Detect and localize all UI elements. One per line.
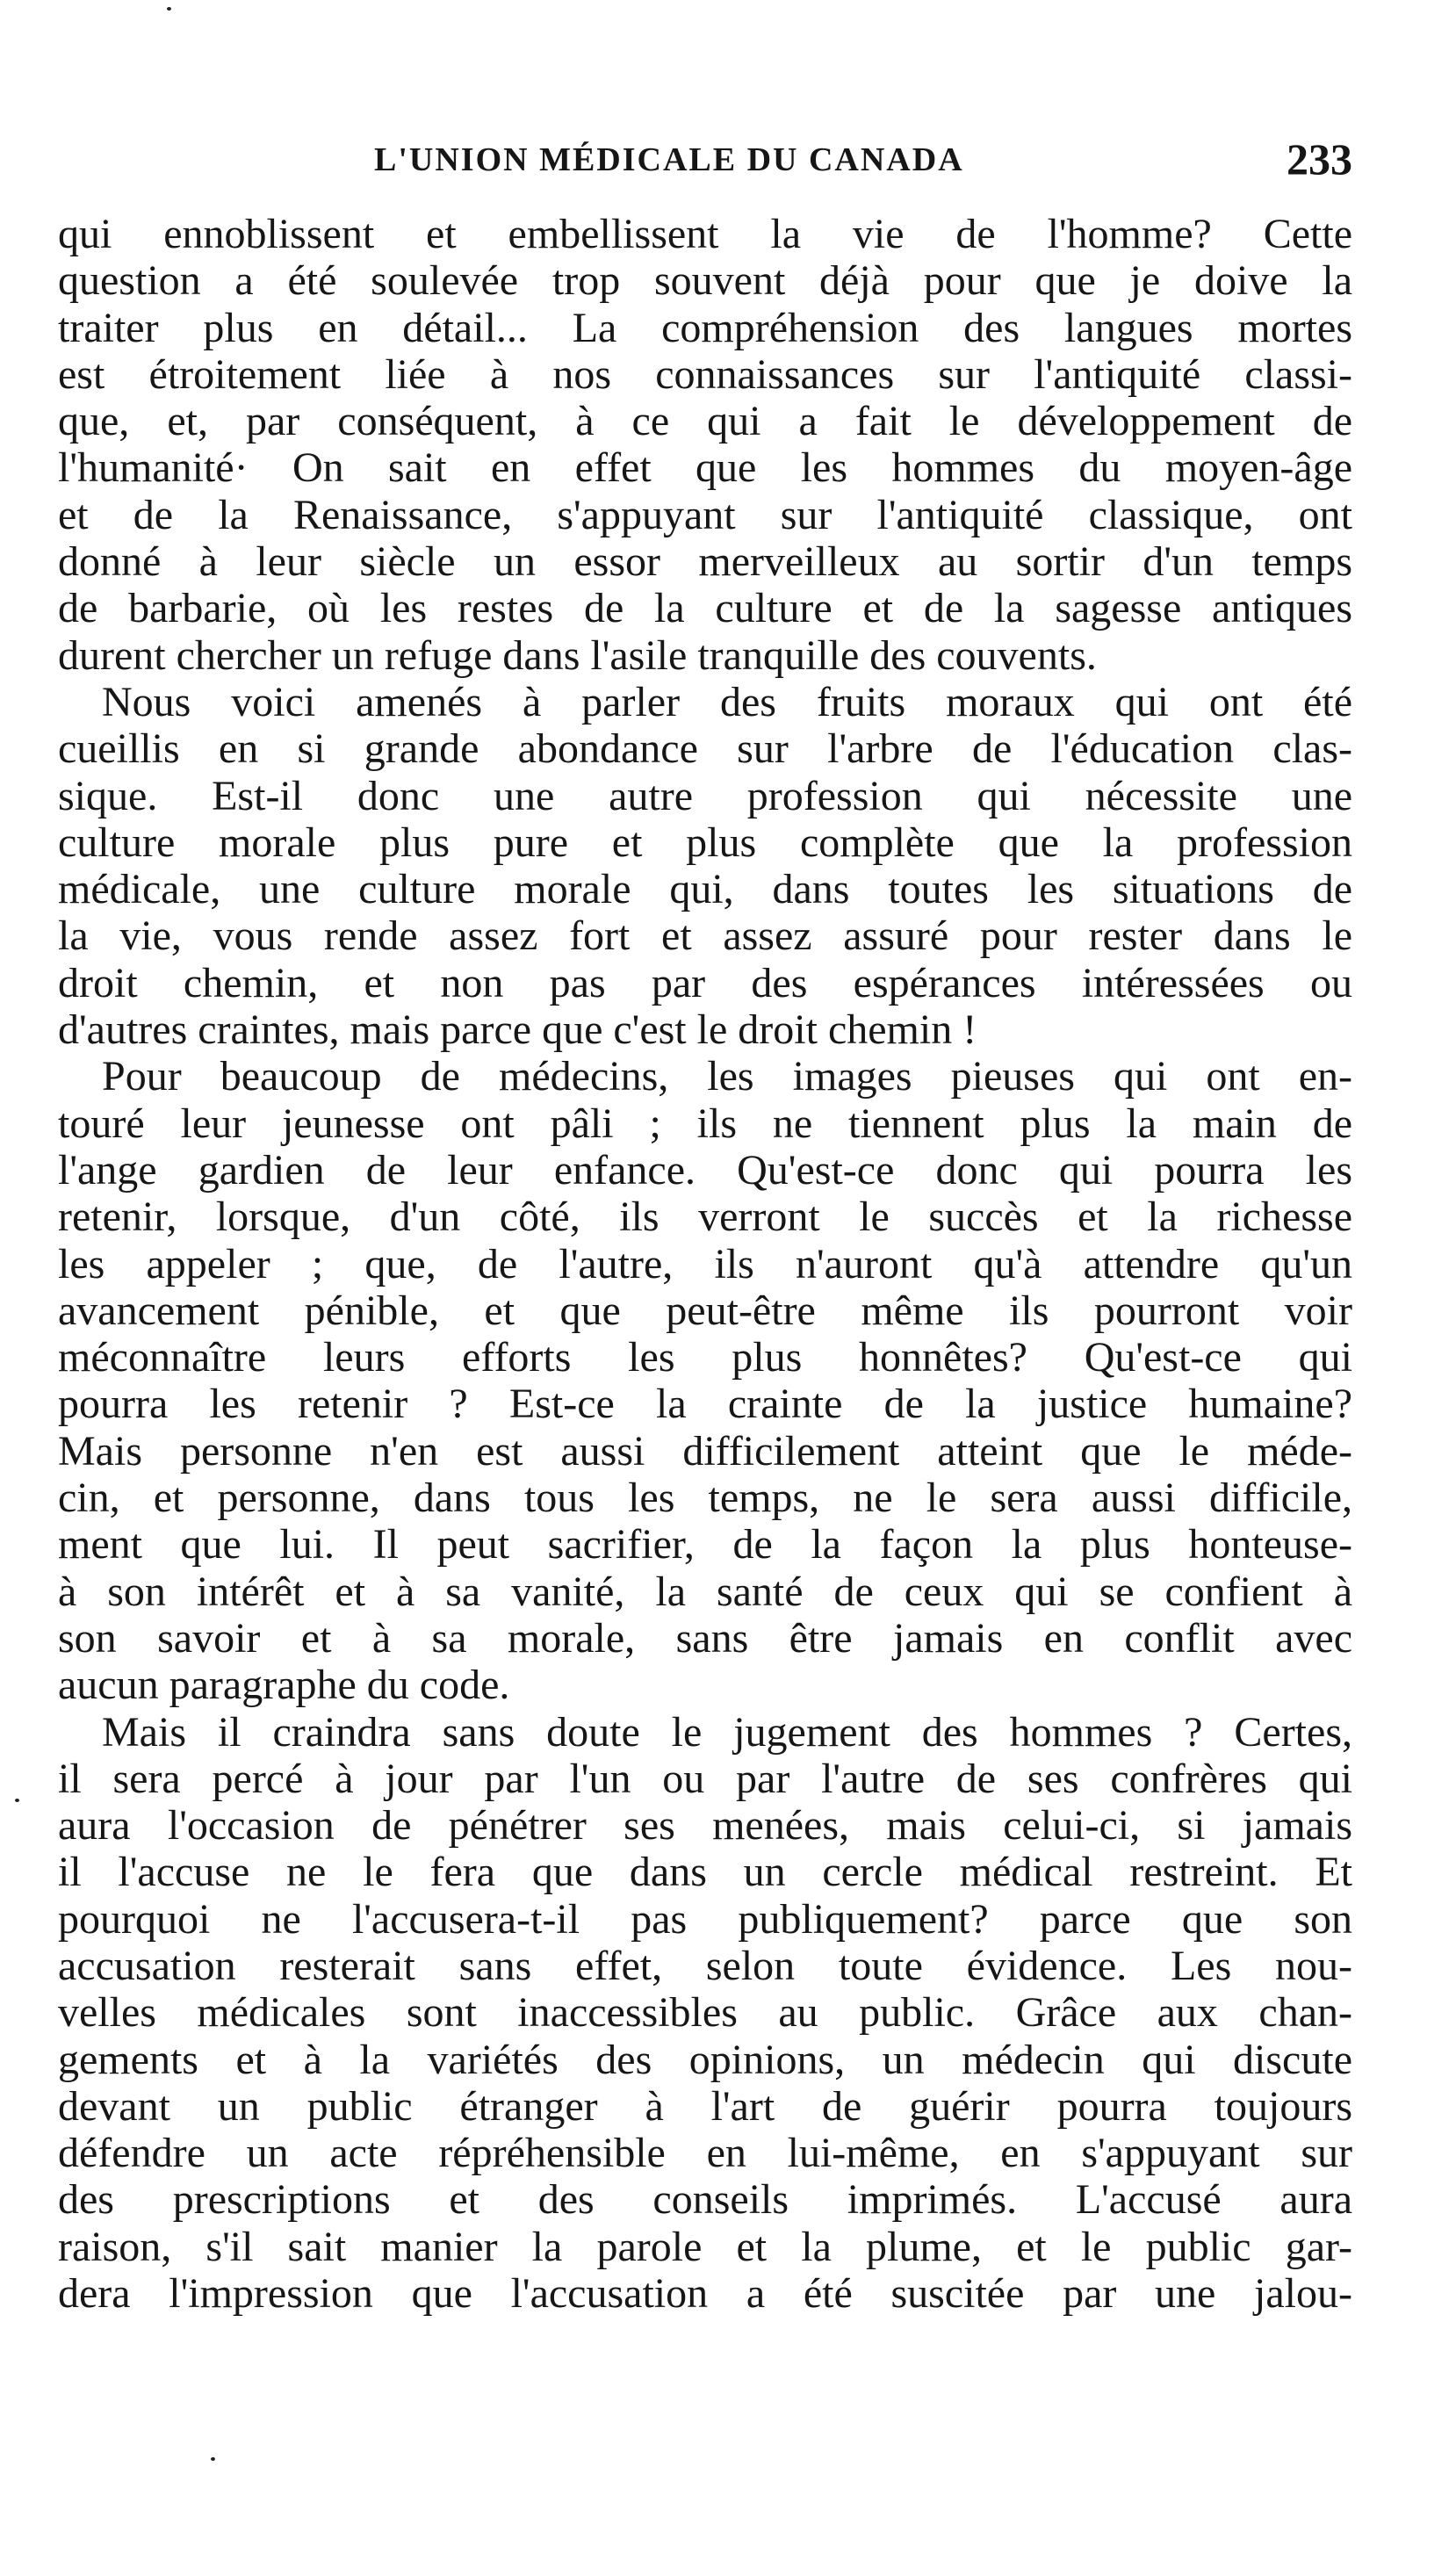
text-line: durent chercher un refuge dans l'asile tranquille des couvents. — [58, 631, 1097, 679]
text-line: donné à leur siècle un essor merveilleux au sortir d'un temps — [58, 538, 1352, 586]
text-line: ment que lui. Il peut sacrifier, de la façon la plus honteuse- — [58, 1521, 1352, 1568]
text-line: question a été soulevée trop souvent déjà pour que je doive la — [58, 257, 1352, 305]
text-line: de barbarie, où les restes de la culture et de la sagesse antiques — [58, 585, 1352, 632]
text-line: raison, s'il sait manier la parole et la plume, et le public gar- — [58, 2223, 1352, 2270]
page-header — [58, 133, 1352, 186]
text-line: traiter plus en détail... La compréhension des langues mortes — [58, 304, 1352, 351]
text-line: et de la Renaissance, s'appuyant sur l'antiquité classique, ont — [58, 491, 1352, 538]
print-speck — [167, 7, 171, 11]
text-line: Mais personne n'en est aussi difficilement atteint que le méde- — [58, 1427, 1352, 1475]
text-line: aura l'occasion de pénétrer ses menées, mais celui-ci, si jamais — [58, 1802, 1352, 1850]
text-line: devant un public étranger à l'art de guérir pourra toujours — [58, 2082, 1352, 2130]
text-line: des prescriptions et des conseils imprimés. L'accusé aura — [58, 2176, 1352, 2224]
text-line: aucun paragraphe du code. — [58, 1662, 510, 1709]
text-line: méconnaître leurs efforts les plus honnêtes? Qu'est-ce qui — [58, 1334, 1352, 1381]
text-line: d'autres craintes, mais parce que c'est le droit chemin ! — [58, 1006, 977, 1054]
paragraph-first-line: Nous voici amenés à parler des fruits moraux qui ont été — [102, 678, 1352, 725]
text-line: accusation resterait sans effet, selon toute évidence. Les nou- — [58, 1942, 1352, 1989]
text-line: droit chemin, et non pas par des espérances intéressées ou — [58, 959, 1352, 1006]
text-line: cin, et personne, dans tous les temps, ne le sera aussi difficile, — [58, 1475, 1352, 1522]
text-line: touré leur jeunesse ont pâli ; ils ne tiennent plus la main de — [58, 1100, 1352, 1147]
paragraph-first-line: Mais il craindra sans doute le jugement des hommes ? Certes, — [102, 1708, 1352, 1756]
text-line: pourra les retenir ? Est-ce la crainte de la justice humaine? — [58, 1381, 1352, 1428]
text-line: qui ennoblissent et embellissent la vie de l'homme? Cette — [58, 211, 1352, 257]
text-line: les appeler ; que, de l'autre, ils n'auront qu'à attendre qu'un — [58, 1240, 1352, 1287]
text-line: avancement pénible, et que peut-être même ils pourront voir — [58, 1287, 1352, 1334]
text-line: dera l'impression que l'accusation a été suscitée par une jalou- — [58, 2270, 1352, 2318]
print-speck — [211, 2457, 215, 2461]
text-line: sique. Est-il donc une autre profession qui nécessite une — [58, 772, 1352, 819]
text-line: à son intérêt et à sa vanité, la santé de ceux qui se confient à — [58, 1568, 1352, 1615]
running-title: L'UNION MÉDICALE DU CANADA — [374, 141, 964, 178]
text-line: retenir, lorsque, d'un côté, ils verront le succès et la richesse — [58, 1193, 1352, 1241]
text-line: est étroitement liée à nos connaissances sur l'antiquité classi- — [58, 350, 1352, 398]
text-line: velles médicales sont inaccessibles au public. Grâce aux chan- — [58, 1989, 1352, 2037]
page-number: 233 — [1287, 134, 1352, 184]
text-line: défendre un acte répréhensible en lui-même, en s'appuyant sur — [58, 2130, 1352, 2177]
body-text — [58, 211, 1352, 2317]
text-line: cueillis en si grande abondance sur l'arbre de l'éducation clas- — [58, 725, 1352, 773]
text-line: la vie, vous rende assez fort et assez assuré pour rester dans le — [58, 912, 1352, 960]
text-line: son savoir et à sa morale, sans être jamais en conflit avec — [58, 1614, 1352, 1662]
paragraph-first-line: Pour beaucoup de médecins, les images pieuses qui ont en- — [102, 1053, 1352, 1100]
text-line: que, et, par conséquent, à ce qui a fait le développement de — [58, 398, 1352, 445]
text-line: culture morale plus pure et plus complète que la profession — [58, 818, 1352, 866]
text-line: il l'accuse ne le fera que dans un cercle médical restreint. Et — [58, 1849, 1352, 1896]
text-line: gements et à la variétés des opinions, un médecin qui discute — [58, 2036, 1352, 2083]
text-line: pourquoi ne l'accusera-t-il pas publiquement? parce que son — [58, 1895, 1352, 1943]
text-line: il sera percé à jour par l'un ou par l'autre de ses confrères qui — [58, 1755, 1352, 1802]
text-line: médicale, une culture morale qui, dans toutes les situations de — [58, 866, 1352, 913]
text-line: l'ange gardien de leur enfance. Qu'est-ce donc qui pourra les — [58, 1146, 1352, 1193]
text-line: l'humanité· On sait en effet que les hommes du moyen-âge — [58, 444, 1352, 492]
print-speck — [15, 1799, 19, 1802]
